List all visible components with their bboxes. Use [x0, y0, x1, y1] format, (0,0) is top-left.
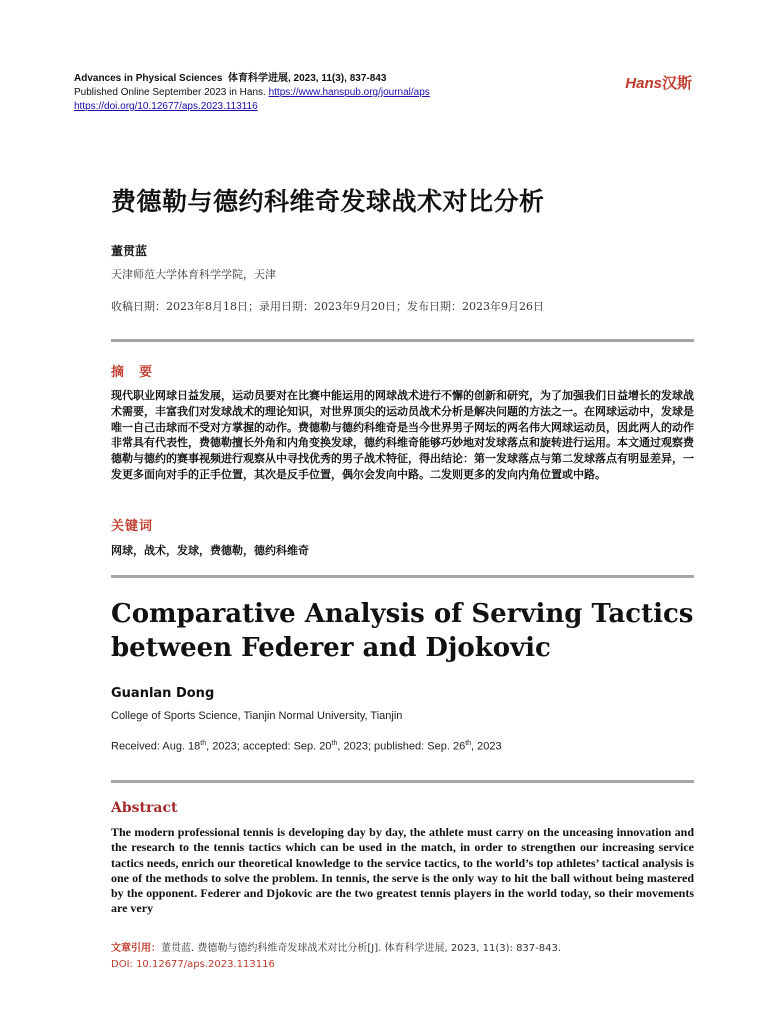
logo-cn: 汉斯 — [661, 75, 692, 92]
author-en: Guanlan Dong — [111, 686, 215, 701]
dates-en — [111, 740, 502, 753]
keywords-heading-zh: 关键词 — [111, 519, 154, 534]
author-zh: 董贯蓝 — [111, 244, 148, 258]
journal-url-link[interactable]: https://www.hanspub.org/journal/aps — [268, 87, 430, 98]
dates-zh: 收稿日期：2023年8月18日；录用日期：2023年9月20日；发布日期：2023年9月26日 — [111, 300, 544, 313]
journal-citation-cn: 体育科学进展, 2023, 11(3), 837-843 — [227, 73, 387, 84]
published-year: , 2023 — [471, 740, 502, 753]
published-sup: th — [465, 740, 472, 747]
abstract-heading-en: Abstract — [111, 800, 178, 816]
citation-label: 文章引用： — [111, 943, 161, 954]
published-text: Published Online September 2023 in Hans. — [74, 87, 266, 98]
accepted-date: , 2023; accepted: Sep. 20 — [206, 740, 332, 753]
doi-line — [74, 100, 258, 114]
published-date: , 2023; published: Sep. 26 — [337, 740, 466, 753]
paper-title-en: Comparative Analysis of Serving Tactics between Federer and Djokovic — [111, 599, 694, 663]
citation-text: 董贯蓝. 费德勒与德约科维奇发球战术对比分析[J]. 体育科学进展, 2023, 11(3): 837-843. — [161, 943, 562, 954]
hans-logo — [625, 72, 692, 93]
abstract-heading-zh: 摘 要 — [111, 365, 154, 380]
divider-rule — [111, 780, 694, 783]
citation-block — [111, 941, 561, 973]
paper-title-zh: 费德勒与德约科维奇发球战术对比分析 — [111, 187, 545, 216]
keywords-zh: 网球，战术，发球，费德勒，德约科维奇 — [111, 544, 309, 557]
received-date: Received: Aug. 18 — [111, 740, 201, 753]
received-sup: th — [200, 740, 207, 747]
journal-name-en: Advances in Physical Sciences — [74, 73, 223, 84]
divider-rule — [111, 575, 694, 578]
affiliation-zh: 天津师范大学体育科学学院，天津 — [111, 268, 276, 281]
abstract-zh: 现代职业网球日益发展，运动员要对在比赛中能运用的网球战术进行不懈的创新和研究，为了加强我们日益增长的发球战术需要，丰富我们对发球战术的理论知识，对世界顶尖的运动员战术分析是解决问题的方法之一。在网球运动中，发球是唯一自己击球而不受对方掌握的动作。费德勒与德约科维奇是当今世界男子网坛的两名伟大网球运动员，因此两人的动作非常具有代表性，费德勒擅长外角和内角变换发球，德约科维奇能够巧妙地对发球落点和旋转进行运用。本文通过观察费德勒与德约的赛事视频进行观察从中寻找优秀的男子战术特征，得出结论：第一发球落点与第二发球落点有明显差异，一发更多面向对手的正手位置，其次是反手位置，偶尔会发向中路。二发则更多的发向内角位置或中路。 — [111, 389, 694, 481]
abstract-en: The modern professional tennis is developing day by day, the athlete must carry on the unceasing innovation and the research to the tennis tactics which can be used in the match, in order to strengthen our increasing service tactics needs, enrich our theoretical knowledge to the service tactics, to the world’s top athletes’ tactical analysis is one of the methods to solve the problem. In tennis, the serve is the only way to hit the ball without being mastered by the opponent. Federer and Djokovic are the two greatest tennis players in the world today, so their movements are very — [111, 825, 694, 916]
citation-doi: DOI: 10.12677/aps.2023.113116 — [111, 959, 275, 970]
logo-en: Hans — [625, 75, 662, 92]
journal-header — [74, 72, 386, 86]
doi-url-link[interactable]: https://doi.org/10.12677/aps.2023.113116 — [74, 101, 258, 112]
affiliation-en: College of Sports Science, Tianjin Normal University, Tianjin — [111, 710, 403, 722]
divider-rule — [111, 339, 694, 342]
accepted-sup: th — [331, 740, 338, 747]
published-line — [74, 86, 430, 100]
